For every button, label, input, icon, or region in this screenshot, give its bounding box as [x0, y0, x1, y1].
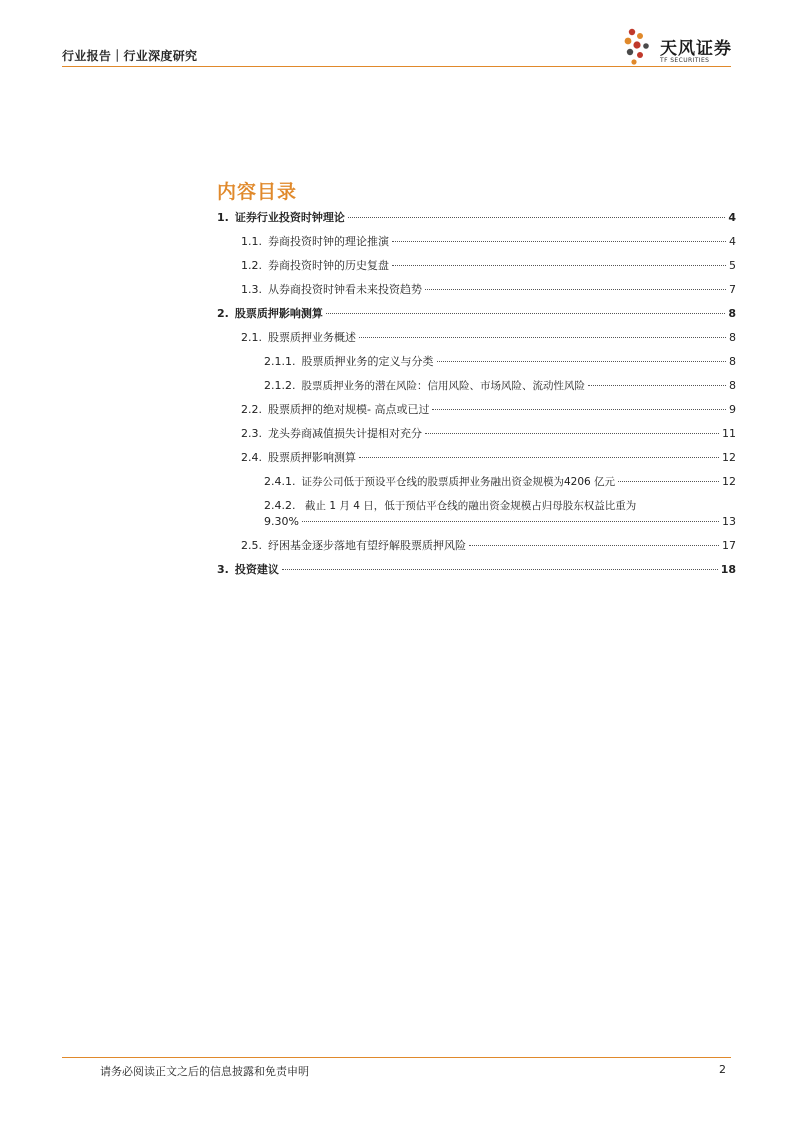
toc-entry-page: 17 [722, 539, 736, 552]
toc-entry-label: 股票质押业务的定义与分类 [301, 355, 434, 368]
toc-entry-page: 4 [728, 211, 736, 224]
toc-leader-dots [618, 481, 719, 482]
toc-entry-page: 13 [722, 515, 736, 528]
toc-entry-number: 2.5. [241, 539, 262, 552]
toc-entry[interactable] [217, 306, 736, 322]
toc-entry-number: 1.1. [241, 235, 262, 248]
toc-leader-dots [392, 265, 726, 266]
logo-chinese-name: 天风证券 [660, 39, 732, 59]
toc-entry-page: 8 [729, 379, 736, 392]
toc-entry[interactable] [241, 330, 736, 346]
footer-divider [62, 1057, 731, 1058]
toc-entry-page: 5 [729, 259, 736, 272]
toc-entry[interactable] [217, 210, 736, 226]
logo-english-name: TF SECURITIES [660, 57, 710, 64]
toc-entry-label: 股票质押的绝对规模- 高点或已过 [268, 403, 430, 416]
toc-leader-dots [432, 409, 726, 410]
toc-leader-dots [326, 313, 726, 314]
toc-entry-number: 2.1. [241, 331, 262, 344]
report-category: 行业报告｜行业深度研究 [62, 49, 198, 63]
toc-entry-number: 2. [217, 307, 229, 320]
toc-leader-dots [359, 457, 719, 458]
toc-entry-label: 截止 1 月 4 日，低于预估平仓线的融出资金规模占归母股东权益比重为 [305, 500, 637, 512]
toc-leader-dots [348, 217, 726, 218]
toc-entry-number: 1. [217, 211, 229, 224]
footer-disclaimer: 请务必阅读正文之后的信息披露和免责申明 [100, 1065, 309, 1078]
toc-entry-page: 12 [722, 475, 736, 488]
toc-leader-dots [392, 241, 726, 242]
toc-entry-number: 1.3. [241, 283, 262, 296]
toc-entry-label: 龙头券商减值损失计提相对充分 [268, 427, 422, 440]
logo-flower-icon [620, 24, 656, 68]
toc-leader-dots [359, 337, 726, 338]
page-number: 2 [719, 1063, 726, 1076]
toc-entry-page: 8 [729, 331, 736, 344]
toc-entry-label: 股票质押影响测算 [234, 307, 323, 320]
toc-entry-page: 8 [728, 307, 736, 320]
toc-entry-label: 券商投资时钟的历史复盘 [268, 259, 389, 272]
toc-entry-label: 纾困基金逐步落地有望纾解股票质押风险 [268, 539, 466, 552]
toc-leader-dots [588, 385, 726, 386]
toc-entry-label: 股票质押影响测算 [268, 451, 356, 464]
toc-leader-dots [425, 433, 719, 434]
toc-entry-label: 券商投资时钟的理论推演 [268, 235, 389, 248]
toc-entry-page: 7 [729, 283, 736, 296]
toc-entry-number: 1.2. [241, 259, 262, 272]
toc-entry-label: 股票质押业务的潜在风险：信用风险、市场风险、流动性风险 [301, 380, 585, 392]
toc-leader-dots [425, 289, 726, 290]
toc-entry[interactable] [264, 378, 736, 394]
toc-entry[interactable] [241, 538, 736, 554]
toc-entry[interactable] [264, 498, 736, 530]
toc-entry-label: 证券行业投资时钟理论 [234, 211, 345, 224]
toc-entry-page: 9 [729, 403, 736, 416]
toc-entry-number: 3. [217, 563, 229, 576]
toc-entry-number: 2.1.2. [264, 379, 296, 392]
company-logo [620, 24, 735, 68]
toc-entry[interactable] [241, 282, 736, 298]
toc-leader-dots [469, 545, 719, 546]
toc-entry-page: 8 [729, 355, 736, 368]
toc-entry[interactable] [241, 402, 736, 418]
toc-entry-number: 2.2. [241, 403, 262, 416]
toc-entry-number: 2.1.1. [264, 355, 296, 368]
toc-leader-dots [302, 521, 719, 522]
toc-entry-number: 2.4. [241, 451, 262, 464]
toc-entry-number: 2.3. [241, 427, 262, 440]
toc-entry[interactable] [264, 474, 736, 490]
toc-entry-label: 投资建议 [234, 563, 279, 576]
toc-entry-number: 2.4.2. [264, 499, 296, 512]
toc-entry[interactable] [217, 562, 736, 578]
toc-entry-page: 12 [722, 451, 736, 464]
toc-title: 内容目录 [217, 181, 298, 203]
toc-leader-dots [437, 361, 727, 362]
toc-entry-label: 从券商投资时钟看未来投资趋势 [268, 283, 422, 296]
toc-entry[interactable] [264, 354, 736, 370]
toc-entry-label: 证券公司低于预设平仓线的股票质押业务融出资金规模为4206 亿元 [301, 476, 616, 488]
toc-entry-number: 2.4.1. [264, 475, 296, 488]
toc-entry-label: 股票质押业务概述 [268, 331, 356, 344]
toc-entry-label-continued: 9.30% [264, 515, 299, 528]
toc-entry-page: 11 [722, 427, 736, 440]
toc-entry[interactable] [241, 450, 736, 466]
toc-entry-page: 4 [729, 235, 736, 248]
toc-leader-dots [282, 569, 718, 570]
toc-entry-page: 18 [720, 563, 736, 576]
toc-entry[interactable] [241, 234, 736, 250]
toc-entry[interactable] [241, 258, 736, 274]
toc-entry[interactable] [241, 426, 736, 442]
